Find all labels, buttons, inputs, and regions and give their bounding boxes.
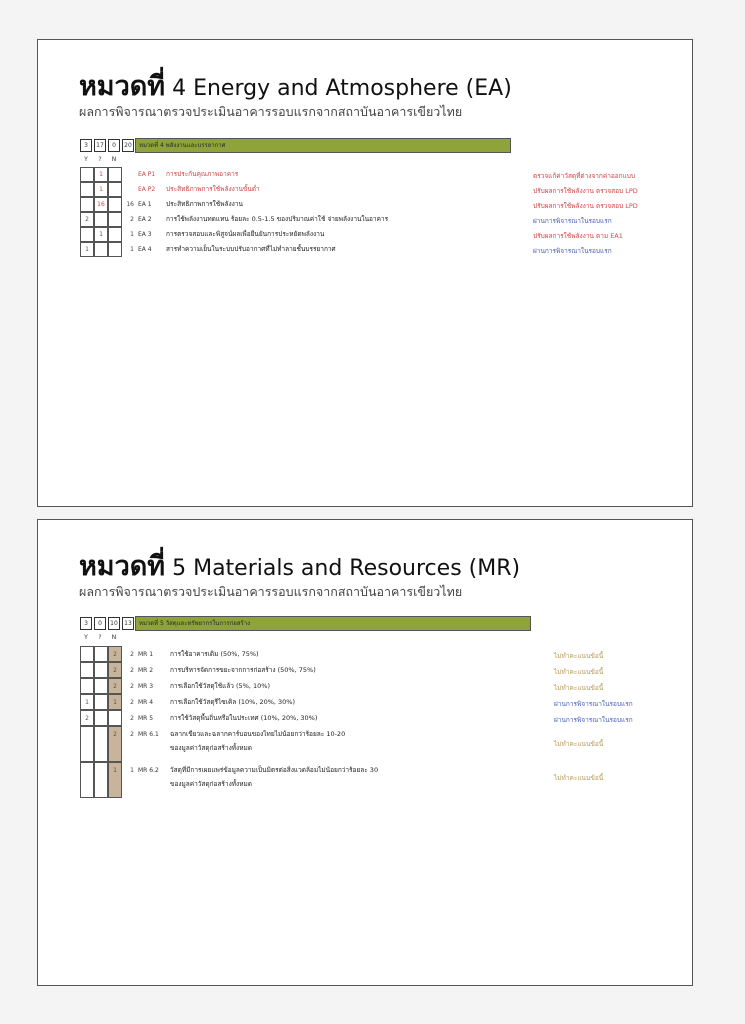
credit-description: สารทำความเย็นในระบบปรับอากาศที่ไม่ทำลายชั้นบรรยากาศ (166, 245, 336, 253)
credit-no: 2 (108, 678, 122, 694)
col-no-label: N (111, 634, 117, 641)
credit-points: 2 (130, 667, 134, 674)
credit-maybe (94, 694, 108, 710)
credit-no: 2 (108, 646, 122, 662)
slide-subtitle: ผลการพิจารณาตรวจประเมินอาคารรอบแรกจากสถาบันอาคารเขียวไทย (79, 104, 463, 119)
credit-status: ผ่านการพิจารณาในรอบแรก (533, 217, 612, 225)
credit-points: 2 (130, 216, 134, 223)
credit-description: ประสิทธิภาพการใช้พลังงาน (166, 200, 243, 208)
credit-maybe (94, 242, 108, 257)
credit-maybe (94, 678, 108, 694)
credit-code: EA 3 (138, 231, 152, 238)
total-points: 20 (122, 139, 134, 152)
credit-status: ไม่ทำคะแนนข้อนี้ (554, 740, 604, 748)
credit-maybe (94, 662, 108, 678)
credit-code: EA 4 (138, 246, 152, 253)
category-bar: หมวดที่ 4 พลังงานและบรรยากาศ (135, 138, 511, 153)
credit-code: MR 6.1 (138, 731, 159, 738)
title-text: 4 Energy and Atmosphere (EA) (172, 76, 512, 101)
credit-code: EA P2 (138, 186, 156, 193)
credit-yes (80, 762, 94, 798)
credit-yes (80, 167, 94, 182)
slide-energy-atmosphere (37, 39, 693, 507)
credit-code: MR 5 (138, 715, 154, 722)
credit-description: การตรวจสอบและพิสูจน์ผลเพื่อยืนยันการประหยัดพลังงาน (166, 230, 325, 238)
credit-status: ปรับผลการใช้พลังงาน ตรวจสอบ LPD (533, 202, 638, 210)
credit-yes: 2 (80, 710, 94, 726)
title-category-word: หมวดที่ (79, 551, 166, 582)
slide-subtitle: ผลการพิจารณาตรวจประเมินอาคารรอบแรกจากสถาบันอาคารเขียวไทย (79, 584, 463, 599)
credit-maybe: 16 (94, 197, 108, 212)
credit-maybe (94, 762, 108, 798)
credit-points: 2 (130, 731, 134, 738)
credit-description: การใช้วัสดุพื้นถิ่นหรือในประเทศ (10%, 20%, 30%) (170, 714, 318, 722)
total-points: 13 (122, 617, 134, 630)
col-yes-label: Y (84, 634, 88, 641)
credit-description: การบริหารจัดการขยะจากการก่อสร้าง (50%, 75%) (170, 666, 316, 674)
total-yes: 3 (80, 139, 92, 152)
credit-description-line2: ของมูลค่าวัสดุก่อสร้างทั้งหมด (170, 780, 252, 788)
credit-maybe (94, 726, 108, 762)
credit-yes (80, 726, 94, 762)
credit-no (108, 242, 122, 257)
credit-no (108, 710, 122, 726)
credit-maybe (94, 212, 108, 227)
total-maybe: 17 (94, 139, 106, 152)
total-maybe: 0 (94, 617, 106, 630)
credit-description: การเลือกใช้วัสดุรีไซเคิล (10%, 20%, 30%) (170, 698, 296, 706)
total-no: 10 (108, 617, 120, 630)
credit-status: ผ่านการพิจารณาในรอบแรก (554, 716, 633, 724)
col-maybe-label: ? (98, 634, 102, 641)
credit-points: 1 (130, 231, 134, 238)
credit-code: MR 1 (138, 651, 154, 658)
credit-status: ไม่ทำคะแนนข้อนี้ (554, 668, 604, 676)
credit-yes: 1 (80, 694, 94, 710)
credit-no: 1 (108, 694, 122, 710)
credit-yes: 2 (80, 212, 94, 227)
credit-description: ฉลากเขียวและฉลากคาร์บอนของไทยไม่น้อยกว่าร้อยละ 10-20 (170, 730, 346, 738)
credit-yes (80, 182, 94, 197)
credit-points: 1 (130, 246, 134, 253)
credit-points: 2 (130, 699, 134, 706)
credit-code: EA P1 (138, 171, 156, 178)
slide-title (79, 544, 520, 587)
credit-description: การใช้อาคารเดิม (50%, 75%) (170, 650, 259, 658)
credit-status: ไม่ทำคะแนนข้อนี้ (554, 684, 604, 692)
credit-maybe (94, 710, 108, 726)
credit-code: MR 6.2 (138, 767, 159, 774)
credit-maybe: 1 (94, 182, 108, 197)
credit-no (108, 197, 122, 212)
credit-points: 2 (130, 683, 134, 690)
credit-status: ไม่ทำคะแนนข้อนี้ (554, 652, 604, 660)
credit-description: การประกันคุณภาพอาคาร (166, 170, 239, 178)
credit-yes (80, 662, 94, 678)
credit-status: ผ่านการพิจารณาในรอบแรก (554, 700, 633, 708)
credit-code: EA 1 (138, 201, 152, 208)
credit-description: วัสดุที่มีการเผยแพร่ข้อมูลความเป็นมิตรต่อสิ่งแวดล้อมไม่น้อยกว่าร้อยละ 30 (170, 766, 379, 774)
credit-maybe (94, 646, 108, 662)
credit-status: ผ่านการพิจารณาในรอบแรก (533, 247, 612, 255)
credit-code: MR 4 (138, 699, 154, 706)
credit-no (108, 167, 122, 182)
credit-yes: 1 (80, 242, 94, 257)
credit-no: 1 (108, 762, 122, 798)
credit-no (108, 182, 122, 197)
col-yes-label: Y (84, 156, 88, 163)
credit-maybe: 1 (94, 167, 108, 182)
credit-description: การใช้พลังงานทดแทน ร้อยละ 0.5-1.5 ของปริมาณค่าใช้ จ่ายพลังงานในอาคาร (166, 215, 389, 223)
credit-maybe: 1 (94, 227, 108, 242)
slide-materials-resources (37, 519, 693, 986)
credit-yes (80, 197, 94, 212)
credit-points: 16 (126, 201, 134, 208)
credit-status: ปรับผลการใช้พลังงาน ตรวจสอบ LPD (533, 187, 638, 195)
credit-no: 2 (108, 726, 122, 762)
total-yes: 3 (80, 617, 92, 630)
credit-description: ประสิทธิภาพการใช้พลังงานขั้นต่ำ (166, 185, 260, 193)
credit-yes (80, 227, 94, 242)
credit-points: 1 (130, 767, 134, 774)
total-no: 0 (108, 139, 120, 152)
credit-status: ไม่ทำคะแนนข้อนี้ (554, 774, 604, 782)
title-text: 5 Materials and Resources (MR) (172, 556, 521, 581)
category-bar: หมวดที่ 5 วัสดุและทรัพยากรในการก่อสร้าง (135, 616, 531, 631)
credit-no (108, 227, 122, 242)
col-maybe-label: ? (98, 156, 102, 163)
credit-points: 2 (130, 651, 134, 658)
credit-status: ปรับผลการใช้พลังงาน ตาม EA1 (533, 232, 623, 240)
credit-status: ตรวจแก้ค่าวัสดุที่ต่างจากค่าออกแบบ (533, 172, 636, 180)
credit-yes (80, 678, 94, 694)
credit-code: MR 2 (138, 667, 154, 674)
credit-no (108, 212, 122, 227)
credit-code: MR 3 (138, 683, 154, 690)
credit-description-line2: ของมูลค่าวัสดุก่อสร้างทั้งหมด (170, 744, 252, 752)
title-category-word: หมวดที่ (79, 71, 166, 102)
credit-points: 2 (130, 715, 134, 722)
credit-code: EA 2 (138, 216, 152, 223)
credit-yes (80, 646, 94, 662)
credit-no: 2 (108, 662, 122, 678)
credit-description: การเลือกใช้วัสดุใช้แล้ว (5%, 10%) (170, 682, 270, 690)
slide-title (79, 64, 512, 107)
col-no-label: N (111, 156, 117, 163)
